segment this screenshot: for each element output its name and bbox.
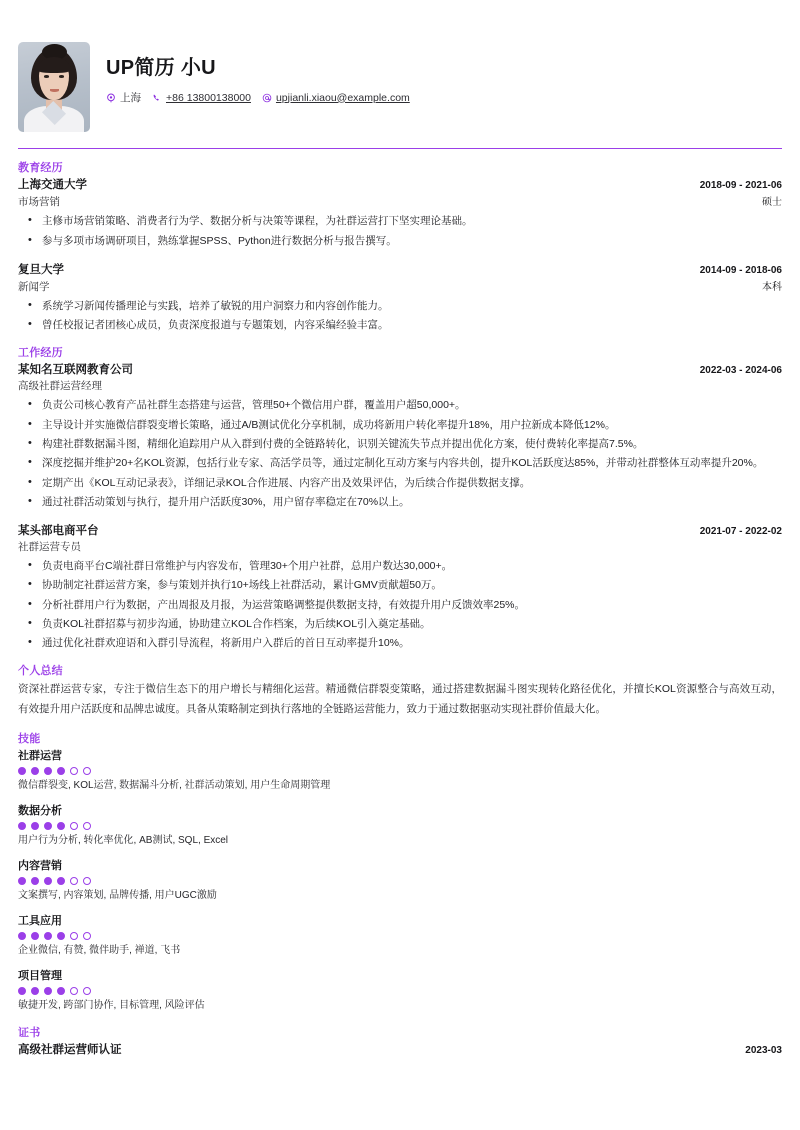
- skill-keywords: 企业微信, 有赞, 微伴助手, 禅道, 飞书: [18, 945, 181, 957]
- skill-dot-filled: [44, 767, 52, 775]
- list-item: • 负责公司核心教育产品社群生态搭建与运营，管理50+个微信用户群，覆盖用户超50,000+。: [18, 397, 782, 413]
- work-bullets: [18, 558, 782, 651]
- section-certificates: [18, 1024, 782, 1057]
- education-major: 市场营销: [18, 196, 60, 209]
- skill-name: 数据分析: [18, 805, 62, 818]
- work-entry: [18, 361, 782, 510]
- list-item: • 通过社群活动策划与执行，提升用户活跃度30%，用户留存率稳定在70%以上。: [18, 494, 782, 510]
- resume-header: [18, 0, 782, 142]
- education-school: 上海交通大学: [18, 179, 87, 192]
- skill-dot-filled: [57, 877, 65, 885]
- section-title-education: 教育经历: [18, 162, 63, 175]
- skill-dot-filled: [57, 987, 65, 995]
- skill-dot-empty: [83, 767, 91, 775]
- skill-dot-filled: [18, 877, 26, 885]
- certificate-name: 高级社群运营师认证: [18, 1044, 122, 1057]
- work-entry: [18, 522, 782, 651]
- contact-email-text[interactable]: upjianli.xiaou@example.com: [275, 91, 410, 104]
- skill-dot-filled: [57, 822, 65, 830]
- skill-name: 项目管理: [18, 970, 62, 983]
- education-degree: 本科: [762, 281, 782, 293]
- skill-level-dots: [18, 767, 782, 775]
- contact-phone[interactable]: [152, 92, 251, 104]
- section-skills: [18, 730, 782, 1013]
- contact-location: [106, 90, 141, 105]
- list-item: • 通过优化社群欢迎语和入群引导流程，将新用户入群后的首日互动率提升10%。: [18, 635, 782, 651]
- skill-dot-filled: [31, 987, 39, 995]
- at-sign-icon: [262, 93, 272, 103]
- list-item: • 负责电商平台C端社群日常维护与内容发布，管理30+个用户社群，总用户数达30,000+。: [18, 558, 782, 574]
- skill-dot-filled: [18, 822, 26, 830]
- skill-item: [18, 912, 782, 958]
- skill-dot-empty: [83, 932, 91, 940]
- skill-name: 社群运营: [18, 750, 62, 763]
- education-major: 新闻学: [18, 280, 50, 293]
- skill-keywords: 微信群裂变, KOL运营, 数据漏斗分析, 社群活动策划, 用户生命周期管理: [18, 780, 331, 792]
- skill-name: 工具应用: [18, 915, 62, 928]
- skill-dot-empty: [70, 822, 78, 830]
- section-title-skills: 技能: [18, 733, 41, 746]
- list-item: • 定期产出《KOL互动记录表》，详细记录KOL合作进展、内容产出及效果评估，为后续合作提供数据支撑。: [18, 475, 782, 491]
- skill-dot-empty: [83, 877, 91, 885]
- skill-dot-empty: [70, 767, 78, 775]
- section-title-work: 工作经历: [18, 347, 63, 360]
- skill-item: [18, 747, 782, 793]
- list-item: • 参与多项市场调研项目，熟练掌握SPSS、Python进行数据分析与报告撰写。: [18, 233, 782, 249]
- skill-level-dots: [18, 932, 782, 940]
- education-dates: 2018-09 - 2021-06: [699, 180, 782, 192]
- skill-keywords: 用户行为分析, 转化率优化, AB测试, SQL, Excel: [18, 835, 229, 847]
- work-role: 社群运营专员: [18, 541, 81, 554]
- work-dates: 2021-07 - 2022-02: [699, 526, 782, 538]
- section-title-certificates: 证书: [18, 1027, 41, 1040]
- location-pin-icon: [106, 93, 116, 103]
- page-title: UP简历 小U: [106, 57, 216, 79]
- skill-dot-empty: [70, 877, 78, 885]
- skill-keywords: 敏捷开发, 跨部门协作, 目标管理, 风险评估: [18, 1000, 205, 1012]
- skill-level-dots: [18, 987, 782, 995]
- skill-dot-filled: [18, 987, 26, 995]
- phone-icon: [152, 93, 162, 103]
- list-item: • 分析社群用户行为数据，产出周报及月报，为运营策略调整提供数据支持，有效提升用户反馈效率25%。: [18, 597, 782, 613]
- avatar: [18, 42, 90, 132]
- list-item: • 构建社群数据漏斗图，精细化追踪用户从入群到付费的全链路转化，识别关键流失节点并提出优化方案，使付费转化率提高7.5%。: [18, 436, 782, 452]
- contact-email[interactable]: [262, 92, 410, 104]
- skill-level-dots: [18, 877, 782, 885]
- education-entry: [18, 261, 782, 334]
- skill-dot-filled: [31, 877, 39, 885]
- section-education: [18, 159, 782, 333]
- skill-dot-filled: [18, 767, 26, 775]
- education-school: 复旦大学: [18, 263, 64, 276]
- skill-dot-filled: [44, 932, 52, 940]
- certificate-entry: [18, 1041, 782, 1057]
- skill-dot-empty: [83, 822, 91, 830]
- list-item: • 主导设计并实施微信群裂变增长策略，通过A/B测试优化分享机制，成功将新用户转化率提升18%，用户拉新成本降低12%。: [18, 417, 782, 433]
- skill-dot-filled: [44, 987, 52, 995]
- list-item: • 系统学习新闻传播理论与实践，培养了敏锐的用户洞察力和内容创作能力。: [18, 298, 782, 314]
- skill-dot-filled: [31, 767, 39, 775]
- skill-dot-filled: [57, 932, 65, 940]
- skill-dot-filled: [57, 767, 65, 775]
- list-item: • 曾任校报记者团核心成员，负责深度报道与专题策划，内容采编经验丰富。: [18, 317, 782, 333]
- work-company: 某知名互联网教育公司: [18, 364, 133, 377]
- work-company: 某头部电商平台: [18, 525, 99, 538]
- summary-text: 资深社群运营专家，专注于微信生态下的用户增长与精细化运营。精通微信群裂变策略，通过搭建数据漏斗图实现转化路径优化，并擅长KOL资源整合与高效互动，有效提升用户活跃度和品牌忠诚度。具备从策略制定到执行落地的全链路运营能力，致力于通过数据驱动实现社群价值最大化。: [18, 683, 782, 715]
- skill-dot-empty: [70, 932, 78, 940]
- certificate-date: 2023-03: [745, 1045, 782, 1057]
- header-text: [106, 42, 416, 105]
- work-bullets: [18, 397, 782, 510]
- skill-name: 内容营销: [18, 860, 62, 873]
- contact-location-text: 上海: [120, 92, 141, 104]
- education-degree: 硕士: [762, 197, 782, 209]
- skill-dot-filled: [31, 822, 39, 830]
- education-bullets: [18, 298, 782, 334]
- skill-dot-filled: [44, 822, 52, 830]
- skill-keywords: 文案撰写, 内容策划, 品牌传播, 用户UGC激励: [18, 890, 217, 902]
- work-dates: 2022-03 - 2024-06: [699, 365, 782, 377]
- list-item: • 协助制定社群运营方案，参与策划并执行10+场线上社群活动，累计GMV贡献超50万。: [18, 577, 782, 593]
- work-role: 高级社群运营经理: [18, 380, 102, 393]
- education-dates: 2014-09 - 2018-06: [699, 264, 782, 276]
- education-bullets: [18, 213, 782, 249]
- education-entry: [18, 176, 782, 249]
- skill-item: [18, 802, 782, 848]
- skill-item: [18, 857, 782, 903]
- skill-dot-filled: [44, 877, 52, 885]
- section-work: [18, 344, 782, 651]
- skill-item: [18, 967, 782, 1013]
- section-summary: [18, 662, 782, 719]
- header-divider: [18, 148, 782, 149]
- skill-dot-empty: [70, 987, 78, 995]
- contact-phone-text[interactable]: +86 13800138000: [166, 91, 251, 104]
- list-item: • 深度挖掘并维护20+名KOL资源，包括行业专家、高活学员等，通过定制化互动方案与内容共创，提升KOL活跃度达85%，并带动社群整体互动率提升20%。: [18, 455, 782, 471]
- list-item: • 负责KOL社群招募与初步沟通，协助建立KOL合作档案，为后续KOL引入奠定基础。: [18, 616, 782, 632]
- section-title-summary: 个人总结: [18, 665, 63, 678]
- contact-list: [106, 90, 416, 105]
- skill-level-dots: [18, 822, 782, 830]
- skill-dot-filled: [31, 932, 39, 940]
- list-item: • 主修市场营销策略、消费者行为学、数据分析与决策等课程，为社群运营打下坚实理论基础。: [18, 213, 782, 229]
- skill-dot-filled: [18, 932, 26, 940]
- skill-dot-empty: [83, 987, 91, 995]
